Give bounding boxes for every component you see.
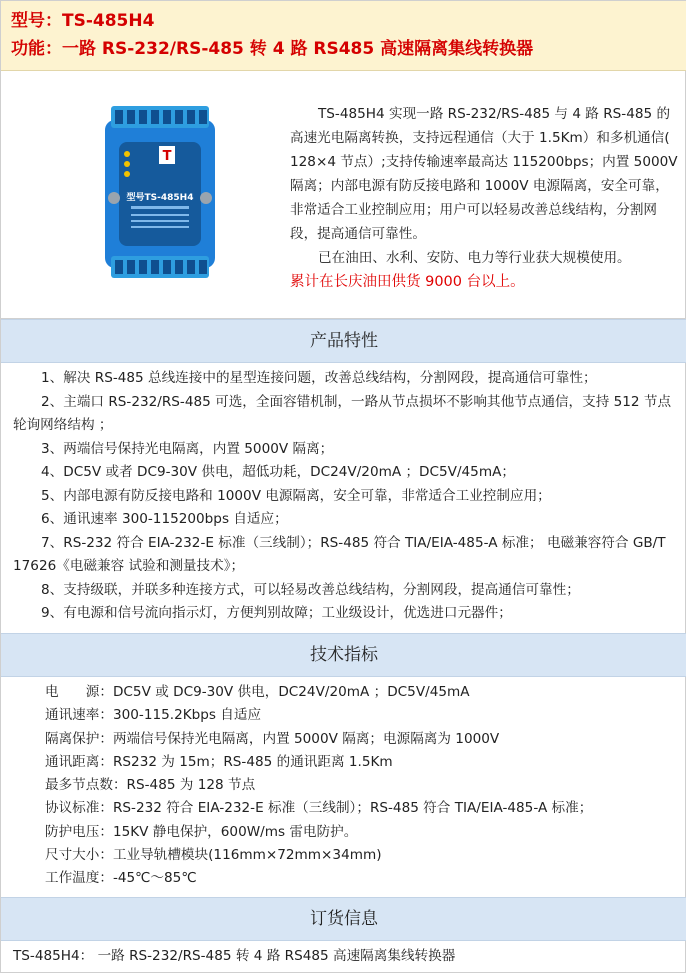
brand-logo: T [162, 149, 172, 164]
feature-item: 3、两端信号保持光电隔离，内置 5000V 隔离； [41, 440, 334, 457]
intro-section [1, 71, 686, 319]
function-title: 功能：一路 RS-232/RS-485 转 4 路 RS485 高速隔离集线转换器 [11, 39, 534, 59]
intro-usage: 已在油田、水利、安防、电力等行业获大规模使用。 [318, 250, 631, 266]
feature-item: 2、主端口 RS-232/RS-485 可选，全面容错机制，一路从节点损坏不影响其他节点通信，支持 512 节点轮询网络结构 ； [13, 393, 672, 433]
intro-text [290, 102, 680, 294]
spec-item: 电 源：DC5V 或 DC9-30V 供电，DC24V/20mA ；DC5V/45mA [45, 684, 470, 700]
spec-item: 最多节点数：RS-485 为 128 节点 [45, 777, 256, 794]
order-line: TS-485H4： 一路 RS-232/RS-485 转 4 路 RS485 高速隔离集线转换器 [13, 948, 456, 964]
intro-highlight: 累计在长庆油田供货 9000 台以上。 [290, 274, 525, 290]
spec-item: 尺寸大小：工业导轨槽模块(116mm×72mm×34mm) [45, 847, 382, 864]
features-heading: 产品特性 [1, 319, 686, 363]
feature-item: 8、支持级联，并联多种连接方式，可以轻易改善总线结构，分割网段，提高通信可靠性； [41, 581, 580, 598]
product-photo [101, 102, 219, 282]
spec-item: 防护电压：15KV 静电保护，600W/ms 雷电防护。 [45, 823, 358, 840]
specs-list [1, 677, 686, 897]
spec-item: 通讯距离：RS232 为 15m；RS-485 的通讯距离 1.5Km [45, 753, 393, 770]
spec-item: 协议标准：RS-232 符合 EIA-232-E 标准（三线制）；RS-485 符合 TIA/EIA-485-A 标准； [45, 800, 593, 817]
feature-item: 5、内部电源有防反接电路和 1000V 电源隔离，安全可靠，非常适合工业控制应用； [41, 487, 551, 504]
product-header [1, 1, 686, 71]
spec-item: 工作温度：-45℃～85℃ [45, 870, 197, 887]
model-title: 型号：TS-485H4 [11, 11, 155, 31]
spec-item: 隔离保护：两端信号保持光电隔离，内置 5000V 隔离；电源隔离为 1000V [45, 730, 500, 747]
order-info [1, 941, 686, 973]
feature-item: 1、解决 RS-485 总线连接中的星型连接问题，改善总线结构，分割网段，提高通信可靠性； [41, 370, 597, 386]
feature-item: 4、DC5V 或者 DC9-30V 供电，超低功耗，DC24V/20mA ；DC5V/45mA； [41, 464, 515, 480]
feature-item: 6、通讯速率 300-115200bps 自适应； [41, 511, 288, 527]
intro-paragraph: TS-485H4 实现一路 RS-232/RS-485 与 4 路 RS-485 的高速光电隔离转换，支持远程通信（大于 1.5Km）和多机通信( 128×4 节点）;支持传输速率最高达 115200bps；内置 5000V 隔离；内部电源有防反接电路和 1000V 电源隔离，安全可靠，非常适合工业控制应用；用户可以轻易改善总线结构，分割网段，提高通信可靠性。 [290, 106, 678, 242]
product-model-label: 型号TS-485H4 [126, 193, 194, 203]
feature-item: 9、有电源和信号流向指示灯，方便判别故障；工业级设计，优选进口元器件； [41, 605, 512, 621]
spec-item: 通讯速率：300-115.2Kbps 自适应 [45, 707, 262, 724]
feature-item: 7、RS-232 符合 EIA-232-E 标准（三线制）；RS-485 符合 TIA/EIA-485-A 标准； 电磁兼容符合 GB/T 17626《电磁兼容 试验和测量技术》； [13, 534, 666, 574]
order-heading: 订货信息 [1, 897, 686, 941]
features-list [1, 363, 686, 633]
specs-heading: 技术指标 [1, 633, 686, 677]
